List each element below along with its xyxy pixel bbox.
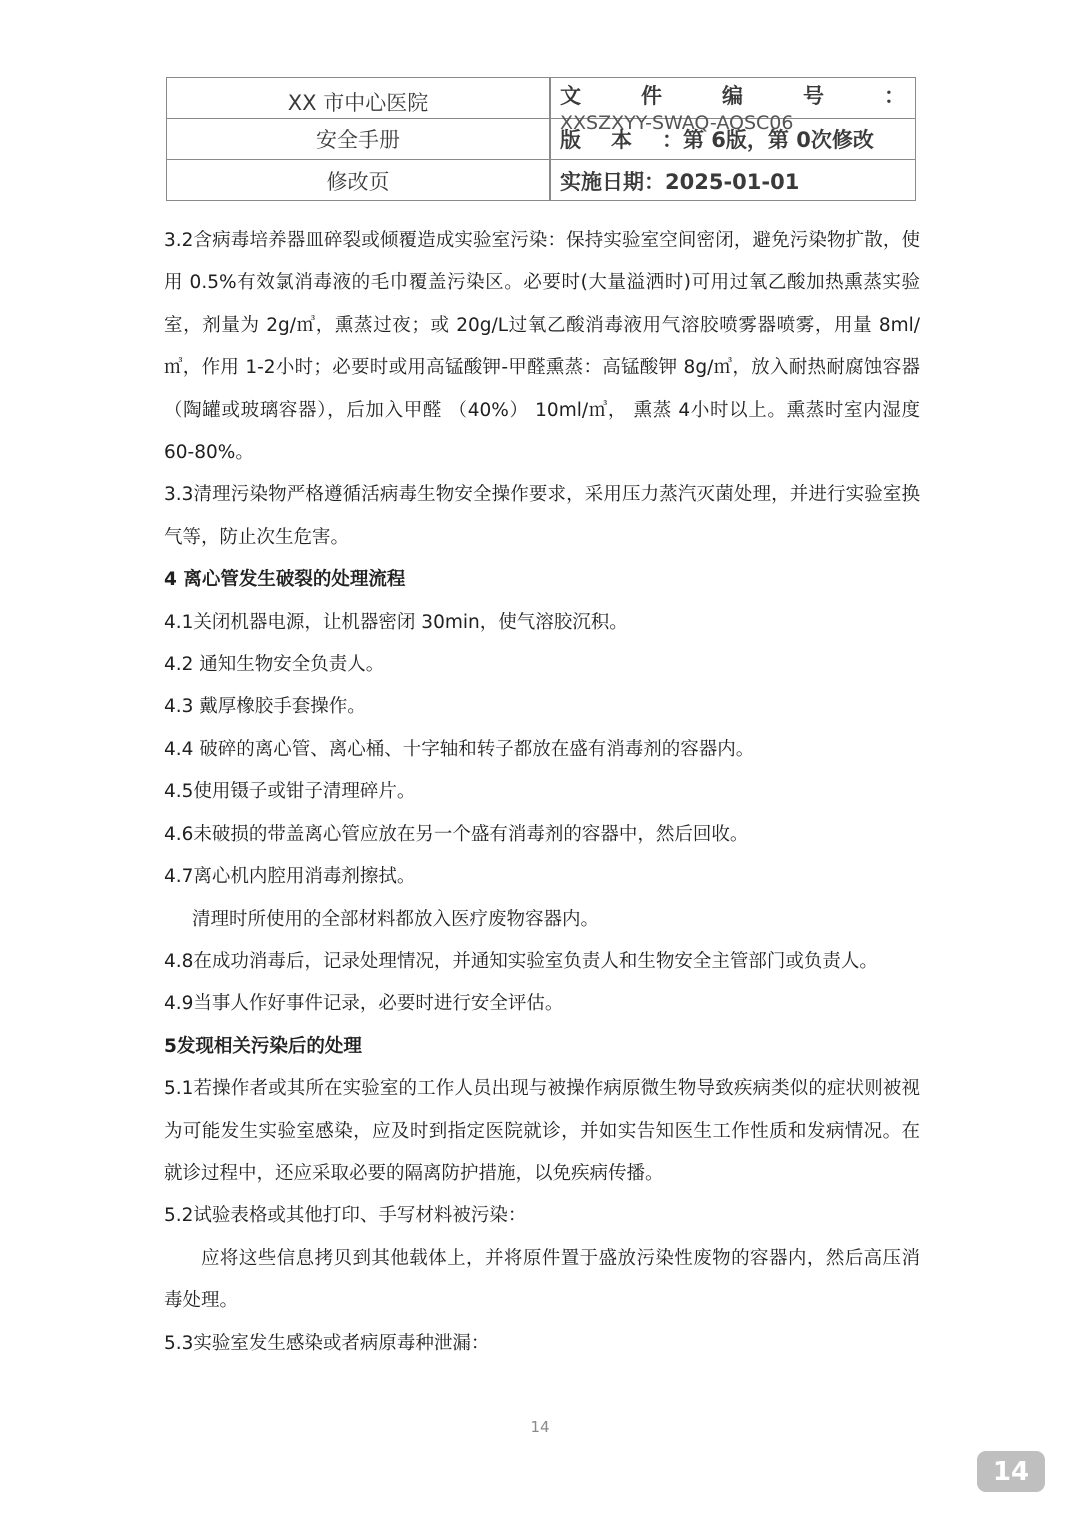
effective-date: 实施日期：2025-01-01 <box>560 169 800 194</box>
doc-number-cell <box>560 78 905 134</box>
paragraph-4-6: 4.6未破损的带盖离心管应放在另一个盛有消毒剂的容器中，然后回收。 <box>164 823 749 845</box>
header-table <box>166 77 916 201</box>
page-number: 14 <box>530 1418 550 1436</box>
paragraph-5-2: 5.2试验表格或其他打印、手写材料被污染： <box>164 1205 527 1227</box>
paragraph-5-3: 5.3实验室发生感染或者病原毒种泄漏： <box>164 1332 490 1354</box>
version-label: 版本 <box>560 128 662 152</box>
doc-number-value: XXSZXYY-SWAQ-AQSC06 <box>560 112 794 134</box>
paragraph-4-2: 4.2 通知生物安全负责人。 <box>164 654 385 676</box>
paragraph-4-1: 4.1关闭机器电源，让机器密闭 30min，使气溶胶沉积。 <box>164 611 628 633</box>
paragraph-4-9: 4.9当事人作好事件记录，必要时进行安全评估。 <box>164 993 564 1015</box>
hospital-name: XX 市中心医院 <box>287 91 429 115</box>
paragraph-3-3: 3.3清理污染物严格遵循活病毒生物安全操作要求，采用压力蒸汽灭菌处理，并进行实验室换气等，防止次生危害。 <box>164 484 920 548</box>
document-body <box>164 220 920 1365</box>
paragraph-4-4: 4.4 破碎的离心管、离心桶、十字轴和转子都放在盛有消毒剂的容器内。 <box>164 738 755 760</box>
header-row-3 <box>167 160 915 201</box>
doc-number-label: 文 件 编 号 ： <box>560 84 905 108</box>
paragraph-4-3: 4.3 戴厚橡胶手套操作。 <box>164 696 366 718</box>
page-kind: 修改页 <box>326 169 390 194</box>
version-cell <box>560 119 905 159</box>
version-value: ：第 6版，第 0次修改 <box>662 128 874 152</box>
header-row-2 <box>167 119 915 160</box>
paragraph-3-2: 3.2含病毒培养器皿碎裂或倾覆造成实验室污染：保持实验室空间密闭，避免污染物扩散，使用 0.5%有效氯消毒液的毛巾覆盖污染区。必要时(大量溢洒时)可用过氧乙酸加热熏蒸实验室，剂量为 2g/㎥，熏蒸过夜；或 20g/L过氧乙酸消毒液用气溶胶喷雾器喷雾，用量 8ml/㎥，作用 1-2小时；必要时或用高锰酸钾-甲醛熏蒸：高锰酸钾 8g/㎥，放入耐热耐腐蚀容器（陶罐或玻璃容器），后加入甲醛 （40%） 10ml/㎥， 熏蒸 4小时以上。熏蒸时室内湿度60-80%。 <box>164 230 920 464</box>
paragraph-4-7-note: 清理时所使用的全部材料都放入医疗废物容器内。 <box>192 908 600 930</box>
header-row-1 <box>167 78 915 134</box>
viewer-page-badge[interactable]: 14 <box>977 1451 1045 1492</box>
section-heading-4: 4 离心管发生破裂的处理流程 <box>164 569 406 591</box>
paragraph-4-8: 4.8在成功消毒后，记录处理情况，并通知实验室负责人和生物安全主管部门或负责人。 <box>164 950 878 972</box>
paragraph-5-1: 5.1若操作者或其所在实验室的工作人员出现与被操作病原微生物导致疾病类似的症状则被视为可能发生实验室感染，应及时到指定医院就诊，并如实告知医生工作性质和发病情况。在就诊过程中，还应采取必要的隔离防护措施，以免疾病传播。 <box>164 1078 920 1184</box>
section-heading-5: 5发现相关污染后的处理 <box>164 1035 362 1057</box>
paragraph-4-7: 4.7离心机内腔用消毒剂擦拭。 <box>164 866 416 888</box>
manual-title: 安全手册 <box>316 128 400 152</box>
paragraph-4-5: 4.5使用镊子或钳子清理碎片。 <box>164 781 416 803</box>
paragraph-5-2-detail: 应将这些信息拷贝到其他载体上，并将原件置于盛放污染性废物的容器内，然后高压消毒处理。 <box>164 1247 920 1312</box>
